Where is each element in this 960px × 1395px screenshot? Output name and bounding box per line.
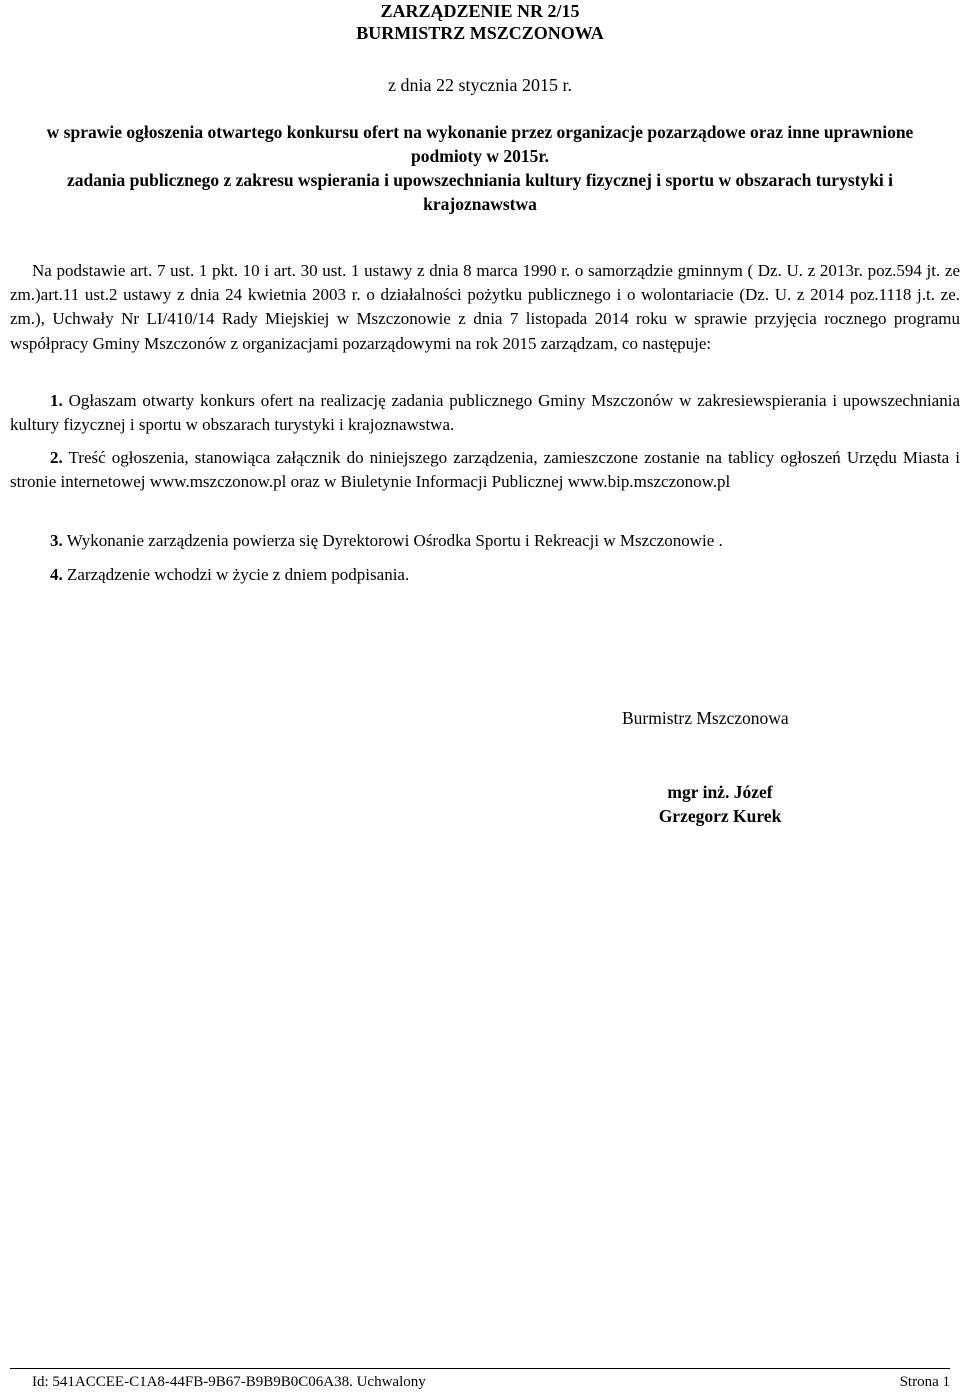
paragraph-1 <box>10 389 960 436</box>
paragraph-text: Wykonanie zarządzenia powierza się Dyrektorowi Ośrodka Sportu i Rekreacji w Mszczonowie . <box>66 531 723 550</box>
subject-line-2: zadania publicznego z zakresu wspierania i upowszechniania kultury fizycznej i sportu w obszarach turystyki i krajoznawstwa <box>66 170 894 214</box>
paragraph-number: 1. <box>50 391 63 410</box>
document-issuer: BURMISTRZ MSZCZONOWA <box>356 23 604 43</box>
paragraph-3 <box>10 529 960 553</box>
paragraph-text: Ogłaszam otwarty konkurs ofert na realizację zadania publicznego Gminy Mszczonów w zakresiewspierania i upowszechniania kultury fizycznej i sportu w obszarach turystyki i krajoznawstwa. <box>10 391 960 434</box>
document-date: z dnia 22 stycznia 2015 r. <box>388 75 572 95</box>
paragraph-2 <box>10 446 960 493</box>
paragraph-text: Treść ogłoszenia, stanowiąca załącznik do niniejszego zarządzenia, zamieszczone zostanie na tablicy ogłoszeń Urzędu Miasta i stronie internetowej www.mszczonow.pl oraz w Biuletynie Informacji Publicznej www.bip.mszczonow.pl <box>10 448 960 491</box>
paragraph-number: 4. <box>50 565 63 584</box>
signature-name-line-1: mgr inż. Józef <box>667 782 773 802</box>
document-title: ZARZĄDZENIE NR 2/15 <box>380 1 580 21</box>
signature-name <box>600 780 840 828</box>
subject-line-1: w sprawie ogłoszenia otwartego konkursu ofert na wykonanie przez organizacje pozarządowe oraz inne uprawnione podmioty w 2015r. <box>46 122 914 166</box>
legal-basis: Na podstawie art. 7 ust. 1 pkt. 10 i art. 30 ust. 1 ustawy z dnia 8 marca 1990 r. o samorządzie gminnym ( Dz. U. z 2013r. poz.594 jt. ze zm.)art.11 ust.2 ustawy z dnia 24 kwietnia 2003 r. o działalności pożytku publicznego i o wolontariacie (Dz. U. z 2014 poz.1118 j.t. ze. zm.), Uchwały Nr LI/410/14 Rady Miejskiej w Mszczonowie z dnia 7 listopada 2014 roku w sprawie przyjęcia rocznego programu współpracy Gminy Mszczonów z organizacjami pozarządowymi na rok 2015 zarządzam, co następuje: <box>10 261 960 353</box>
paragraph-4 <box>10 563 960 587</box>
footer-divider <box>10 1368 950 1369</box>
signature-role: Burmistrz Mszczonowa <box>622 708 789 728</box>
paragraph-text: Zarządzenie wchodzi w życie z dniem podpisania. <box>67 565 410 584</box>
footer-document-id: Id: 541ACCEE-C1A8-44FB-9B67-B9B9B0C06A38. Uchwalony <box>32 1374 426 1390</box>
paragraph-number: 3. <box>50 531 63 550</box>
signature-name-line-2: Grzegorz Kurek <box>658 806 782 826</box>
paragraph-number: 2. <box>50 448 63 467</box>
footer-page-number: Strona 1 <box>899 1374 950 1390</box>
